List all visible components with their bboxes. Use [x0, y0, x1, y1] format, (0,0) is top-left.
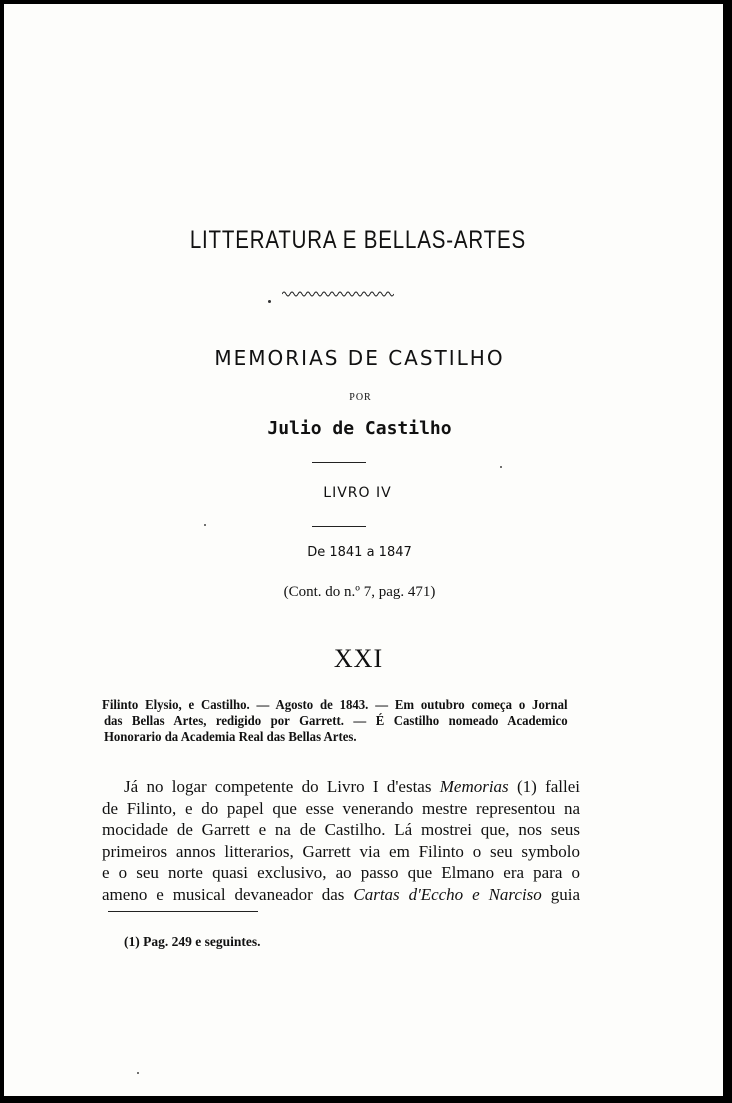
body-paragraph: [102, 776, 580, 906]
body-line: [102, 884, 580, 906]
divider-rule: [312, 462, 366, 463]
body-text-segment: (1) fallei: [508, 777, 580, 796]
footnote-rule: [108, 911, 258, 912]
italic-title: Cartas d'Eccho e Narciso: [353, 884, 542, 904]
chapter-summary: [102, 697, 568, 745]
divider-rule: [312, 526, 366, 527]
body-line: mocidade de Garrett e na de Castilho. Lá mostrei que, nos seus: [102, 820, 580, 840]
body-text-segment: Já no logar competente do Livro I d'estas: [124, 777, 440, 796]
footnote: (1) Pag. 249 e seguintes.: [124, 934, 261, 949]
main-title: MEMORIAS DE CASTILHO: [214, 346, 505, 370]
wavy-ornament: [282, 289, 394, 299]
date-range: De 1841 a 1847: [307, 545, 412, 560]
section-heading: LITTERATURA E BELLAS-ARTES: [189, 226, 526, 254]
by-label: POR: [349, 392, 372, 403]
continuation-note: (Cont. do n.º 7, pag. 471): [283, 584, 436, 600]
author-name: Julio de Castilho: [267, 418, 452, 439]
body-line: e o seu norte quasi exclusivo, ao passo que Elmano era para o: [102, 863, 580, 883]
body-line: de Filinto, e do papel que esse venerando mestre representou na: [102, 798, 580, 818]
print-speck: [137, 1072, 139, 1074]
book-number: LIVRO IV: [323, 485, 392, 501]
print-speck: [500, 466, 502, 468]
body-line: primeiros annos litterarios, Garrett via em Filinto o seu symbolo: [102, 841, 580, 861]
ornament-dot: [268, 300, 271, 303]
summary-line: das Bellas Artes, redigido por Garrett. — É Castilho nomeado Academico: [103, 713, 568, 728]
summary-line: Honorario da Academia Real das Bellas Artes.: [103, 729, 357, 744]
body-text-segment: ameno e musical devaneador das: [102, 884, 354, 904]
summary-line: Filinto Elysio, e Castilho. — Agosto de 1843. — Em outubro começa o Jornal: [102, 697, 568, 712]
print-speck: [204, 524, 206, 526]
body-line: [102, 776, 580, 798]
body-text-segment: guia: [541, 884, 580, 904]
chapter-number: XXI: [333, 644, 384, 673]
document-page: [4, 4, 723, 1096]
italic-title: Memorias: [439, 777, 509, 796]
